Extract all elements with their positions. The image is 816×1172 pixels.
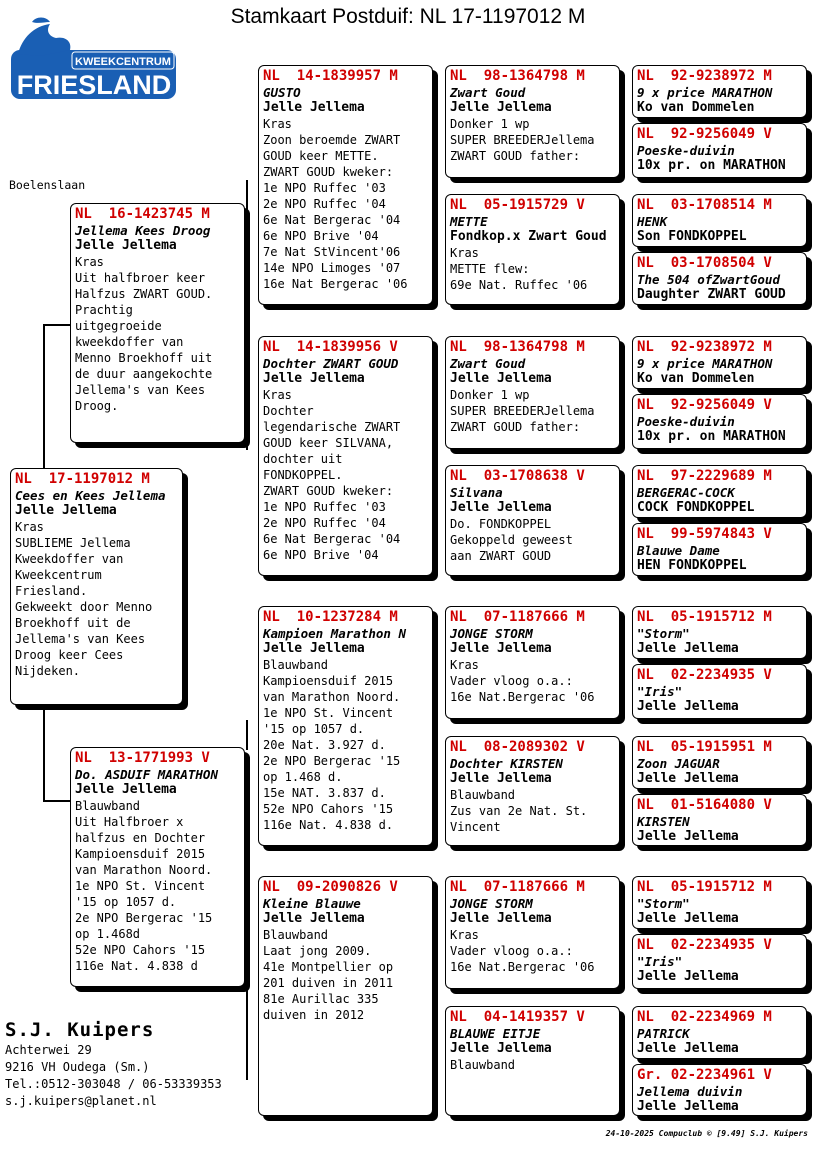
info-line: Kras (450, 928, 479, 942)
pigeon-name: The 504 ofZwartGoud (637, 272, 780, 287)
gggparent-card (632, 934, 807, 989)
info-line: legendarische ZWART (263, 420, 401, 434)
info-line: Kras (263, 388, 292, 402)
pigeon-name: Blauwe Dame (637, 543, 720, 558)
breeder: Ko van Dommelen (637, 371, 755, 386)
ggparent-card-fff (445, 65, 620, 178)
ring-number: NL 05-1915951 M (637, 739, 772, 755)
info-line: METTE flew: (450, 262, 530, 276)
grandparent-card-fm (258, 336, 433, 576)
info-line: 1e NPO Ruffec '03 (263, 500, 386, 514)
connector (246, 180, 248, 210)
breeder: Jelle Jellema (15, 503, 117, 518)
info-line: Friesland. (15, 584, 88, 598)
info-line: Gekweekt door Menno (15, 600, 153, 614)
info-line: Blauwband (75, 799, 141, 813)
info-line: ZWART GOUD kweker: (263, 484, 394, 498)
breeder: Ko van Dommelen (637, 100, 755, 115)
breeder: Jelle Jellema (450, 911, 552, 926)
ggparent-card-mff (445, 606, 620, 719)
father-card (70, 203, 245, 443)
info-line: Blauwband (263, 658, 329, 672)
pigeon-name: JONGE STORM (450, 626, 533, 641)
info-line: Uit Halfbroer x (75, 815, 184, 829)
pigeon-name: Zoon JAGUAR (637, 756, 720, 771)
info-line: 81e Aurillac 335 (263, 992, 379, 1006)
breeder: COCK FONDKOPPEL (637, 500, 755, 515)
connector (246, 720, 248, 750)
breeder: Jelle Jellema (637, 771, 739, 786)
pigeon-name: Kleine Blauwe (263, 896, 361, 911)
breeder: Jelle Jellema (450, 1041, 552, 1056)
info-line: GOUD keer SILVANA, (263, 436, 394, 450)
pigeon-name: Poeske-duivin (637, 143, 735, 158)
pigeon-name: "Storm" (637, 896, 690, 911)
logo-line1: KWEEKCENTRUM (75, 56, 171, 68)
ring-number: NL 04-1419357 V (450, 1009, 585, 1025)
pigeon-name: Kampioen Marathon N (263, 626, 406, 641)
info-line: dochter uit (263, 452, 343, 466)
info-line: 116e Nat. 4.838 d (75, 959, 198, 973)
info-line: 52e NPO Cahors '15 (263, 802, 394, 816)
breeder: 10x pr. on MARATHON (637, 429, 786, 444)
ggparent-card-fmm (445, 465, 620, 576)
info-line: Jellema's van Kees (15, 632, 146, 646)
connector (246, 990, 248, 1080)
breeder: Jelle Jellema (637, 641, 739, 656)
info-line: Kampioensduif 2015 (75, 847, 206, 861)
ring-number: NL 09-2090826 V (263, 879, 398, 895)
pigeon-name: METTE (450, 214, 488, 229)
info-line: Donker 1 wp (450, 117, 530, 131)
ring-number: NL 13-1771993 V (75, 750, 210, 766)
grandparent-card-mm (258, 876, 433, 1116)
loft-name: Boelenslaan (9, 178, 86, 192)
info-line: SUPER BREEDERJellema (450, 404, 595, 418)
info-line: Prachtig (75, 303, 133, 317)
info-line: ZWART GOUD father: (450, 420, 581, 434)
pigeon-name: BLAUWE EITJE (450, 1026, 541, 1041)
info-line: Droog keer Cees (15, 648, 124, 662)
breeder: Jelle Jellema (637, 1041, 739, 1056)
gggparent-card (632, 664, 807, 719)
info-line: van Marathon Noord. (75, 863, 213, 877)
ring-number: NL 03-1708504 V (637, 255, 772, 271)
subject-card (10, 468, 183, 705)
ring-number: NL 14-1839957 M (263, 68, 398, 84)
connector (43, 324, 71, 326)
info-line: Kras (450, 658, 479, 672)
pigeon-name: Poeske-duivin (637, 414, 735, 429)
info-line: Blauwband (450, 1058, 516, 1072)
info-line: Kampioensduif 2015 (263, 674, 394, 688)
ring-number: NL 02-2234935 V (637, 667, 772, 683)
breeder: Jelle Jellema (263, 100, 365, 115)
connector (43, 324, 45, 469)
ring-number: NL 17-1197012 M (15, 471, 150, 487)
pigeon-name: Silvana (450, 485, 503, 500)
info-line: de duur aangekochte (75, 367, 213, 381)
breeder: Jelle Jellema (263, 371, 365, 386)
ring-number: NL 05-1915712 M (637, 879, 772, 895)
ring-number: NL 01-5164080 V (637, 797, 772, 813)
owner-block (5, 1018, 222, 1110)
info-line: kweekdoffer van (75, 335, 184, 349)
breeder: Jelle Jellema (637, 969, 739, 984)
info-line: Kras (75, 255, 104, 269)
info-line: 116e Nat. 4.838 d. (263, 818, 394, 832)
info-line: Jellema's van Kees (75, 383, 206, 397)
ring-number: NL 05-1915712 M (637, 609, 772, 625)
info-line: 6e NPO Brive '04 (263, 548, 379, 562)
info-line: op 1.468 d. (263, 770, 343, 784)
grandparent-card-mf (258, 606, 433, 846)
info-line: 15e NAT. 3.837 d. (263, 786, 386, 800)
ring-number: Gr. 02-2234961 V (637, 1067, 772, 1083)
pigeon-name: 9 x price MARATHON (637, 356, 773, 371)
info-line: Halfzus ZWART GOUD. (75, 287, 213, 301)
breeder: Fondkop.x Zwart Goud (450, 229, 607, 244)
info-line: 69e Nat. Ruffec '06 (450, 278, 588, 292)
breeder: 10x pr. on MARATHON (637, 158, 786, 173)
info-line: 201 duiven in 2011 (263, 976, 394, 990)
ring-number: NL 92-9238972 M (637, 339, 772, 355)
ggparent-card-mmm (445, 1006, 620, 1116)
info-line: Menno Broekhoff uit (75, 351, 213, 365)
info-line: 1e NPO Ruffec '03 (263, 181, 386, 195)
pigeon-name: PATRICK (637, 1026, 690, 1041)
info-line: 1e NPO St. Vincent (75, 879, 206, 893)
info-line: Blauwband (450, 788, 516, 802)
info-line: 6e Nat Bergerac '04 (263, 213, 401, 227)
breeder: Jelle Jellema (450, 500, 552, 515)
info-line: Zoon beroemde ZWART (263, 133, 401, 147)
info-line: uitgegroeide (75, 319, 162, 333)
info-line: 20e Nat. 3.927 d. (263, 738, 386, 752)
info-line: Kras (263, 117, 292, 131)
info-line: '15 op 1057 d. (263, 722, 365, 736)
gggparent-card (632, 65, 807, 118)
pigeon-name: KIRSTEN (637, 814, 690, 829)
info-line: 41e Montpellier op (263, 960, 394, 974)
pigeon-name: "Iris" (637, 954, 683, 969)
pigeon-name: Zwart Goud (450, 85, 526, 100)
info-line: 14e NPO Limoges '07 (263, 261, 401, 275)
owner-phone: Tel.:0512-303048 / 06-53339353 (5, 1077, 222, 1091)
gggparent-card (632, 465, 807, 518)
breeder: Jelle Jellema (450, 641, 552, 656)
owner-address: Achterwei 29 (5, 1043, 92, 1057)
ring-number: NL 16-1423745 M (75, 206, 210, 222)
pigeon-name: "Storm" (637, 626, 690, 641)
breeder: Jelle Jellema (637, 829, 739, 844)
info-line: Kras (15, 520, 44, 534)
info-line: 2e NPO Bergerac '15 (75, 911, 213, 925)
pigeon-name: GUSTO (263, 85, 301, 100)
info-line: 7e Nat StVincent'06 (263, 245, 401, 259)
info-line: duiven in 2012 (263, 1008, 365, 1022)
ring-number: NL 99-5974843 V (637, 526, 772, 542)
logo-line2: FRIESLAND (16, 70, 172, 100)
info-line: op 1.468d (75, 927, 141, 941)
grandparent-card-ff (258, 65, 433, 305)
info-line: Kweekcentrum (15, 568, 102, 582)
info-line: SUBLIEME Jellema (15, 536, 131, 550)
gggparent-card (632, 394, 807, 449)
pigeon-name: HENK (637, 214, 668, 229)
gggparent-card (632, 1064, 807, 1116)
ring-number: NL 92-9256049 V (637, 126, 772, 142)
gggparent-card (632, 123, 807, 178)
pigeon-name: Cees en Kees Jellema (15, 488, 166, 503)
mother-card (70, 747, 245, 987)
ggparent-card-mmf (445, 876, 620, 989)
info-line: 2e NPO Ruffec '04 (263, 516, 386, 530)
breeder: Jelle Jellema (637, 1099, 739, 1114)
breeder: Jelle Jellema (75, 782, 177, 797)
pigeon-name: Jellema Kees Droog (75, 223, 211, 238)
pigeon-name: Dochter KIRSTEN (450, 756, 563, 771)
ring-number: NL 92-9256049 V (637, 397, 772, 413)
pigeon-name: BERGERAC-COCK (637, 485, 735, 500)
pigeon-name: JONGE STORM (450, 896, 533, 911)
ring-number: NL 14-1839956 V (263, 339, 398, 355)
breeder: Jelle Jellema (263, 641, 365, 656)
info-line: Donker 1 wp (450, 388, 530, 402)
info-line: ZWART GOUD father: (450, 149, 581, 163)
info-line: Zus van 2e Nat. St. (450, 804, 588, 818)
ring-number: NL 05-1915729 V (450, 197, 585, 213)
info-line: Dochter (263, 404, 314, 418)
info-line: 2e NPO Bergerac '15 (263, 754, 401, 768)
info-line: Gekoppeld geweest (450, 533, 573, 547)
ring-number: NL 07-1187666 M (450, 879, 585, 895)
footer-credit: 24-10-2025 Compuclub © [9.49] S.J. Kuipers (605, 1129, 808, 1138)
connector (43, 800, 71, 802)
owner-email: s.j.kuipers@planet.nl (5, 1094, 157, 1108)
gggparent-card (632, 252, 807, 305)
ggparent-card-mfm (445, 736, 620, 846)
info-line: Uit halfbroer keer (75, 271, 206, 285)
info-line: ZWART GOUD kweker: (263, 165, 394, 179)
breeder: Jelle Jellema (75, 238, 177, 253)
info-line: Kweekdoffer van (15, 552, 124, 566)
ggparent-card-ffm (445, 194, 620, 305)
gggparent-card (632, 1006, 807, 1059)
info-line: Blauwband (263, 928, 329, 942)
breeder: Jelle Jellema (450, 100, 552, 115)
gggparent-card (632, 194, 807, 247)
owner-name: S.J. Kuipers (5, 1019, 155, 1041)
owner-city: 9216 VH Oudega (Sm.) (5, 1060, 150, 1074)
info-line: '15 op 1057 d. (75, 895, 177, 909)
breeder: Jelle Jellema (450, 771, 552, 786)
ring-number: NL 92-9238972 M (637, 68, 772, 84)
breeder: Jelle Jellema (263, 911, 365, 926)
info-line: 16e Nat Bergerac '06 (263, 277, 408, 291)
pigeon-name: Do. ASDUIF MARATHON (75, 767, 218, 782)
gggparent-card (632, 523, 807, 576)
info-line: GOUD keer METTE. (263, 149, 379, 163)
pigeon-name: "Iris" (637, 684, 683, 699)
breeder: Daughter ZWART GOUD (637, 287, 786, 302)
info-line: 16e Nat.Bergerac '06 (450, 960, 595, 974)
info-line: Nijdeken. (15, 664, 81, 678)
info-line: 6e Nat Bergerac '04 (263, 532, 401, 546)
breeder: Son FONDKOPPEL (637, 229, 747, 244)
gggparent-card (632, 736, 807, 789)
breeder: Jelle Jellema (637, 699, 739, 714)
ring-number: NL 02-2234935 V (637, 937, 772, 953)
breeder: HEN FONDKOPPEL (637, 558, 747, 573)
info-line: SUPER BREEDERJellema (450, 133, 595, 147)
ring-number: NL 03-1708638 V (450, 468, 585, 484)
info-line: halfzus en Dochter (75, 831, 206, 845)
gggparent-card (632, 876, 807, 929)
pigeon-name: Dochter ZWART GOUD (263, 356, 399, 371)
info-line: Broekhoff uit de (15, 616, 131, 630)
info-line: Do. FONDKOPPEL (450, 517, 552, 531)
info-line: 52e NPO Cahors '15 (75, 943, 206, 957)
info-line: 16e Nat.Bergerac '06 (450, 690, 595, 704)
info-line: Vader vloog o.a.: (450, 674, 573, 688)
ring-number: NL 03-1708514 M (637, 197, 772, 213)
ggparent-card-fmf (445, 336, 620, 449)
info-line: aan ZWART GOUD (450, 549, 552, 563)
info-line: van Marathon Noord. (263, 690, 401, 704)
connector (246, 300, 248, 450)
ring-number: NL 07-1187666 M (450, 609, 585, 625)
kweekcentrum-friesland-logo (10, 16, 177, 101)
info-line: FONDKOPPEL. (263, 468, 343, 482)
pigeon-name: Zwart Goud (450, 356, 526, 371)
dove-icon (18, 18, 70, 57)
info-line: Vincent (450, 820, 501, 834)
breeder: Jelle Jellema (637, 911, 739, 926)
connector (43, 705, 45, 800)
info-line: Laat jong 2009. (263, 944, 372, 958)
ring-number: NL 08-2089302 V (450, 739, 585, 755)
pigeon-name: 9 x price MARATHON (637, 85, 773, 100)
pigeon-name: Jellema duivin (637, 1084, 743, 1099)
info-line: 1e NPO St. Vincent (263, 706, 394, 720)
ring-number: NL 02-2234969 M (637, 1009, 772, 1025)
ring-number: NL 10-1237284 M (263, 609, 398, 625)
info-line: Kras (450, 246, 479, 260)
info-line: 2e NPO Ruffec '04 (263, 197, 386, 211)
info-line: 6e NPO Brive '04 (263, 229, 379, 243)
info-line: Droog. (75, 399, 119, 413)
page-title: Stamkaart Postduif: NL 17-1197012 M (230, 5, 586, 28)
ring-number: NL 97-2229689 M (637, 468, 772, 484)
ring-number: NL 98-1364798 M (450, 339, 585, 355)
breeder: Jelle Jellema (450, 371, 552, 386)
info-line: Vader vloog o.a.: (450, 944, 573, 958)
gggparent-card (632, 606, 807, 659)
gggparent-card (632, 794, 807, 846)
ring-number: NL 98-1364798 M (450, 68, 585, 84)
gggparent-card (632, 336, 807, 389)
